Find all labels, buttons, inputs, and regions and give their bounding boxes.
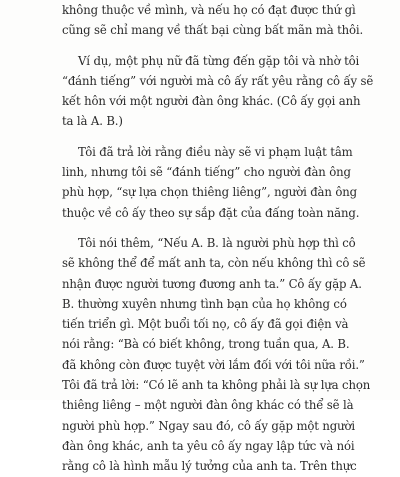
text-line: B. thường xuyên nhưng tình bạn của họ không có: [62, 296, 347, 311]
text-line: không thuộc về mình, và nếu họ có đạt được thứ gì: [62, 3, 356, 17]
text-line: kết hôn với một người đàn ông khác. (Cô ấy gọi anh: [62, 94, 361, 109]
paragraph: [62, 142, 360, 223]
text-line: Tôi đã trả lời rằng điều này sẽ vi phạm luật tâm: [78, 144, 353, 159]
text-line: nhận được người tương đương anh ta.” Cô ấy gặp A.: [62, 276, 362, 291]
text-line: cũng sẽ chỉ mang về thất bại cùng bất mãn mà thôi.: [62, 23, 364, 38]
paragraph-gap: [62, 41, 344, 51]
paragraph-gap: [62, 132, 344, 142]
paragraph: [62, 233, 371, 477]
text-line: sẽ không thể để mất anh ta, còn nếu không thì cô sẽ: [62, 256, 366, 271]
text-line: tiến triển gì. Một buổi tối nọ, cô ấy đã gọi điện và: [62, 317, 349, 332]
text-line: phù hợp, “sự lựa chọn thiêng liêng”, người đàn ông: [62, 185, 357, 200]
paragraph: [62, 0, 364, 41]
text-line: thiêng liêng – một người đàn ông khác có thể sẽ là: [62, 398, 354, 413]
paragraph: [62, 51, 374, 132]
text-line: Ví dụ, một phụ nữ đã từng đến gặp tôi và nhờ tôi: [78, 53, 360, 68]
text-line: Tôi nói thêm, “Nếu A. B. là người phù hợp thì cô: [78, 235, 356, 250]
text-line: ta là A. B.): [62, 114, 123, 129]
text-line: đàn ông khác, anh ta yêu cô ấy ngay lập tức và nói: [62, 438, 355, 453]
text-line: linh, nhưng tôi sẽ “đánh tiếng” cho người đàn ông: [62, 165, 351, 180]
text-line: thuộc về cô ấy theo sự sắp đặt của đấng toàn năng.: [62, 205, 360, 220]
text-line: đã không còn được tuyệt vời lắm đối với tôi nữa rồi.”: [62, 357, 365, 372]
text-line: Tôi đã trả lời: “Có lẽ anh ta không phải là sự lựa chọn: [62, 378, 371, 393]
text-line: rằng cô là hình mẫu lý tưởng của anh ta. Trên thực: [62, 459, 357, 474]
paragraph-gap: [62, 223, 344, 233]
text-line: “đánh tiếng” với người mà cô ấy rất yêu rằng cô ấy sẽ: [62, 73, 374, 88]
text-line: nói rằng: “Bà có biết không, trong tuần qua, A. B.: [62, 337, 350, 352]
body-text: [62, 0, 374, 477]
text-line: người phù hợp.” Ngay sau đó, cô ấy gặp một người: [62, 418, 355, 433]
